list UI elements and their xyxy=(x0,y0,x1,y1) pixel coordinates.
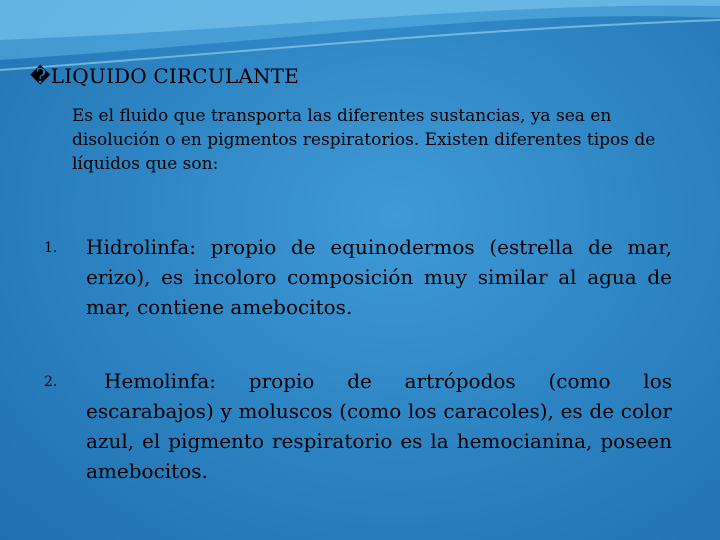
list-item-text: Hidrolinfa: propio de equinodermos (estrella de mar, erizo), es incoloro composición muy similar al agua de mar, contiene amebocitos. xyxy=(86,235,672,319)
intro-paragraph: Es el fluido que transporta las diferentes sustancias, ya sea en disolución o en pigmentos respiratorios. Existen diferentes tipos de líquidos que son: xyxy=(72,106,656,174)
decorative-wave-header xyxy=(0,0,720,120)
list-item-number: 1. xyxy=(44,240,58,256)
list-item-number: 2. xyxy=(44,374,58,390)
slide-title: �LIQUIDO CIRCULANTE xyxy=(30,64,300,88)
list-item-text: Hemolinfa: propio de artrópodos (como los escarabajos) y moluscos (como los caracoles), es de color azul, el pigmento respiratorio es la hemocianina, poseen amebocitos. xyxy=(86,369,672,483)
